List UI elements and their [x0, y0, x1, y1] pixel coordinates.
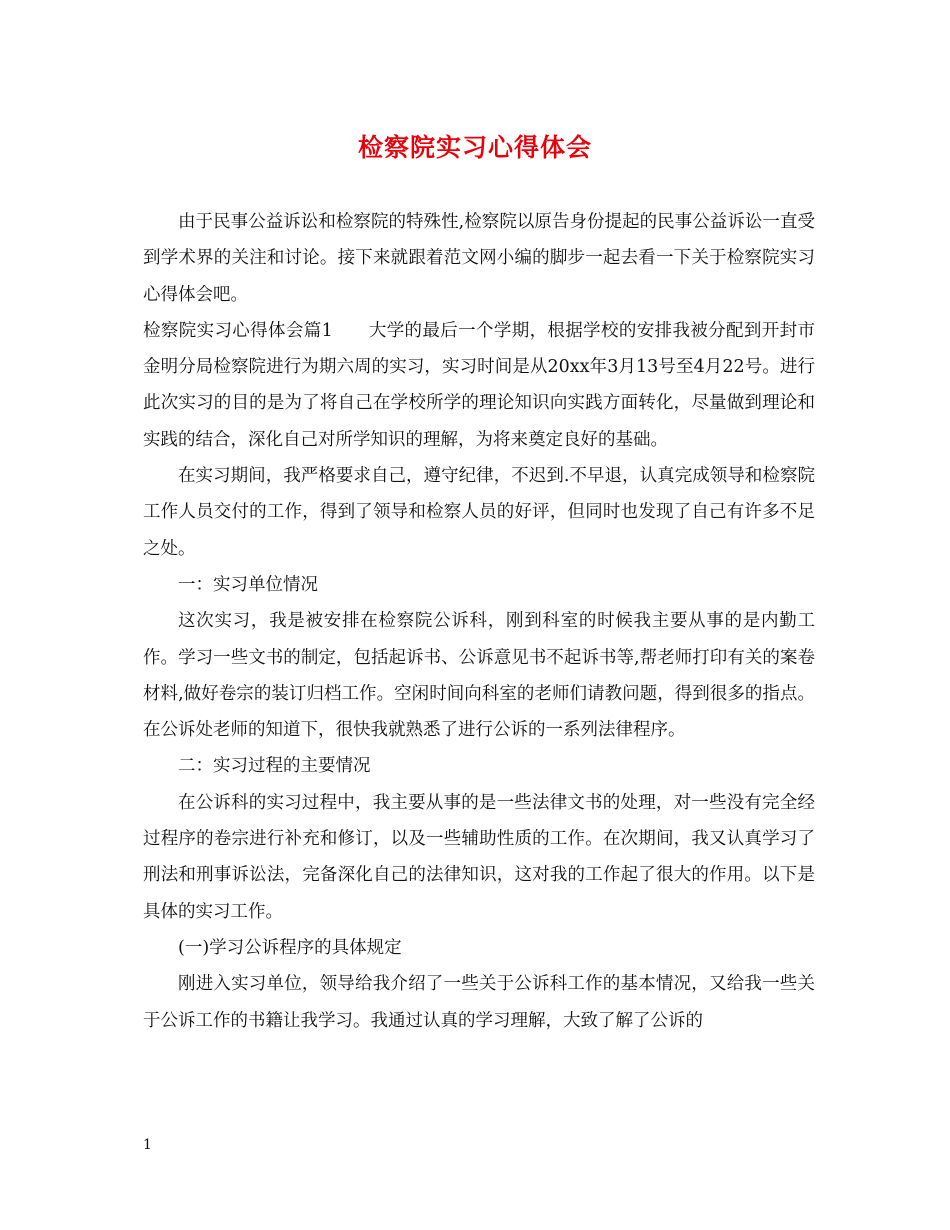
- paragraph-unit-situation: 这次实习，我是被安排在检察院公诉科，刚到科室的时候我主要从事的是内勤工作。学习一些文书的制定，包括起诉书、公诉意见书不起诉书等,帮老师打印有关的案卷材料,做好卷宗的装订归档工作。空闲时间向科室的老师们请教问题，得到很多的指点。在公诉处老师的知道下，很快我就熟悉了进行公诉的一系列法律程序。: [143, 611, 815, 741]
- paragraph-discipline: 在实习期间，我严格要求自己，遵守纪律，不迟到.不早退，认真完成领导和检察院工作人员交付的工作，得到了领导和检察人员的好评，但同时也发现了自己有许多不足之处。: [143, 466, 815, 559]
- paragraph-intro: 由于民事公益诉讼和检察院的特殊性,检察院以原告身份提起的民事公益诉讼一直受到学术界的关注和讨论。接下来就跟着范文网小编的脚步一起去看一下关于检察院实习心得体会吧。: [143, 212, 815, 305]
- heading-unit-situation: 一：实习单位情况: [178, 574, 318, 595]
- page-number: 1: [143, 1137, 152, 1153]
- heading-process: 二：实习过程的主要情况: [178, 756, 371, 777]
- document-title: 检察院实习心得体会: [357, 133, 592, 162]
- document-body: [143, 204, 815, 1039]
- heading-learn-procedure: (一)学习公诉程序的具体规定: [178, 937, 402, 958]
- paragraph-section-1: 检察院实习心得体会篇1 大学的最后一个学期，根据学校的安排我被分配到开封市金明分局检察院进行为期六周的实习，实习时间是从20xx年3月13号至4月22号。进行此次实习的目的是为了将自己在学校所学的理论知识向实践方面转化，尽量做到理论和实践的结合，深化自己对所学知识的理解，为将来奠定良好的基础。: [143, 320, 815, 450]
- paragraph-process: 在公诉科的实习过程中，我主要从事的是一些法律文书的处理，对一些没有完全经过程序的卷宗进行补充和修订，以及一些辅助性质的工作。在次期间，我又认真学习了刑法和刑事诉讼法，完备深化自己的法律知识，这对我的工作起了很大的作用。以下是具体的实习工作。: [143, 792, 815, 922]
- paragraph-learn-procedure: 刚进入实习单位，领导给我介绍了一些关于公诉科工作的基本情况，又给我一些关于公诉工作的书籍让我学习。我通过认真的学习理解，大致了解了公诉的: [143, 974, 815, 1031]
